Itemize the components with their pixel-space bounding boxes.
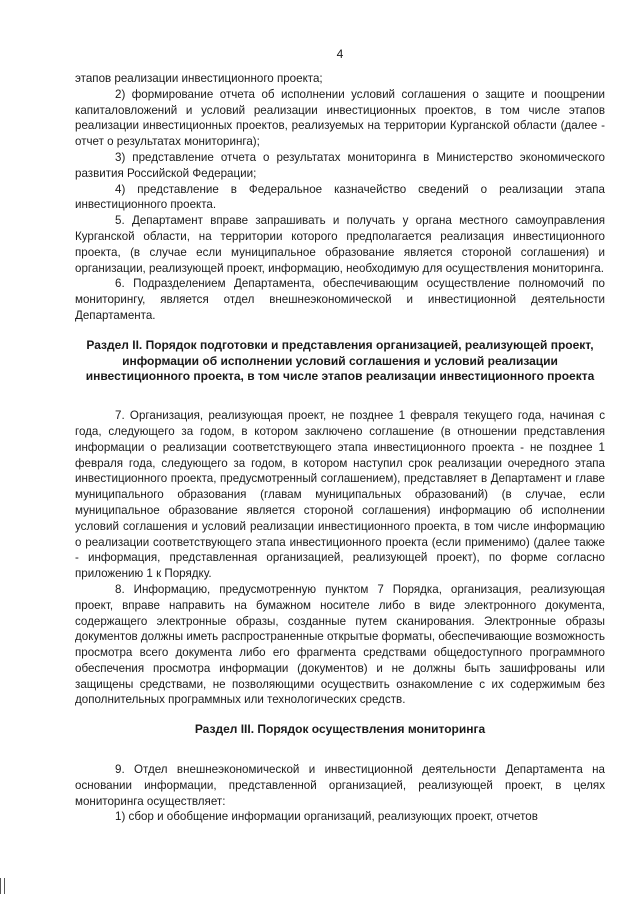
paragraph-continuation: этапов реализации инвестиционного проекта;: [75, 72, 323, 85]
paragraph-clause-7: 7. Организация, реализующая проект, не позднее 1 февраля текущего года, начиная с года, следующего за годом, в котором заключено соглашение (в отношении представления информации о реализации соответствующего этапа инвестиционного проекта - не позднее 1 февраля года, следующего за годом, в котором наступил срок реализации очередного этапа инвестиционного проекта, предусмотренный соглашением), представляет в Департамент и главе муниципального образования (главам муниципальных образований) (в случае, если муниципальное образование является стороной соглашения) информацию об исполнении условий соглашения и условий реализации инвестиционного проекта, в том числе информацию о реализации соответствующего этапа инвестиционного проекта (если применимо) (далее также - информация, представленная организацией, реализующей проект), по форме согласно приложению 1 к Порядку.: [75, 409, 605, 581]
spacer: [75, 738, 605, 762]
document-body: [75, 71, 605, 825]
paragraph-clause-5: 5. Департамент вправе запрашивать и получать у органа местного самоуправления Курганской области, на территории которого предполагается реализация инвестиционного проекта, (в случае если муниципальное образование является стороной соглашения) и организации, реализующей проект, информацию, необходимую для осуществления мониторинга.: [75, 214, 605, 275]
page-number: 4: [336, 47, 344, 61]
spacer: [75, 385, 605, 408]
section-3-heading: Раздел III. Порядок осуществления мониторинга: [194, 722, 486, 737]
paragraph-item-2: 2) формирование отчета об исполнении условий соглашения о защите и поощрении капиталовложений и условий реализации инвестиционных проектов, в том числе этапов реализации инвестиционных проектов, реализуемых на территории Курганской области (далее - отчет о результатах мониторинга);: [75, 87, 605, 149]
scan-edge-mark: [0, 878, 5, 894]
paragraph-clause-9: 9. Отдел внешнеэкономической и инвестиционной деятельности Департамента на основании информации, представленной организацией, реализующей проект, в целях мониторинга осуществляет:: [75, 763, 605, 808]
paragraph-item-3: 3) представление отчета о результатах мониторинга в Министерство экономического развития Российской Федерации;: [75, 150, 605, 180]
paragraph-item-1-partial: 1) сбор и обобщение информации организаций, реализующих проект, отчетов: [115, 810, 538, 824]
spacer: [75, 324, 605, 338]
paragraph-clause-6: 6. Подразделением Департамента, обеспечивающим осуществление полномочий по мониторингу, является отдел внешнеэкономической и инвестиционной деятельности Департамента.: [75, 277, 605, 322]
spacer: [75, 708, 605, 722]
paragraph-clause-8: 8. Информацию, предусмотренную пунктом 7 Порядка, организация, реализующая проект, вправе направить на бумажном носителе либо в виде электронного документа, содержащего электронные образы, созданные путем сканирования. Электронные образы документов должны иметь распространенные открытые форматы, обеспечивающие возможность просмотра всего документа либо его фрагмента средствами общедоступного программного обеспечения просмотра информации (документов) и не должны быть зашифрованы или защищены средствами, не позволяющими осуществить ознакомление с их содержимым без дополнительных программных или технологических средств.: [75, 582, 605, 707]
section-2-heading: Раздел II. Порядок подготовки и представления организацией, реализующей проект, информации об исполнении условий соглашения и условий реализации инвестиционного проекта, в том числе этапов реализации инвестиционного проекта: [85, 337, 595, 384]
paragraph-item-4: 4) представление в Федеральное казначейство сведений о реализации этапа инвестиционного проекта.: [75, 182, 605, 212]
